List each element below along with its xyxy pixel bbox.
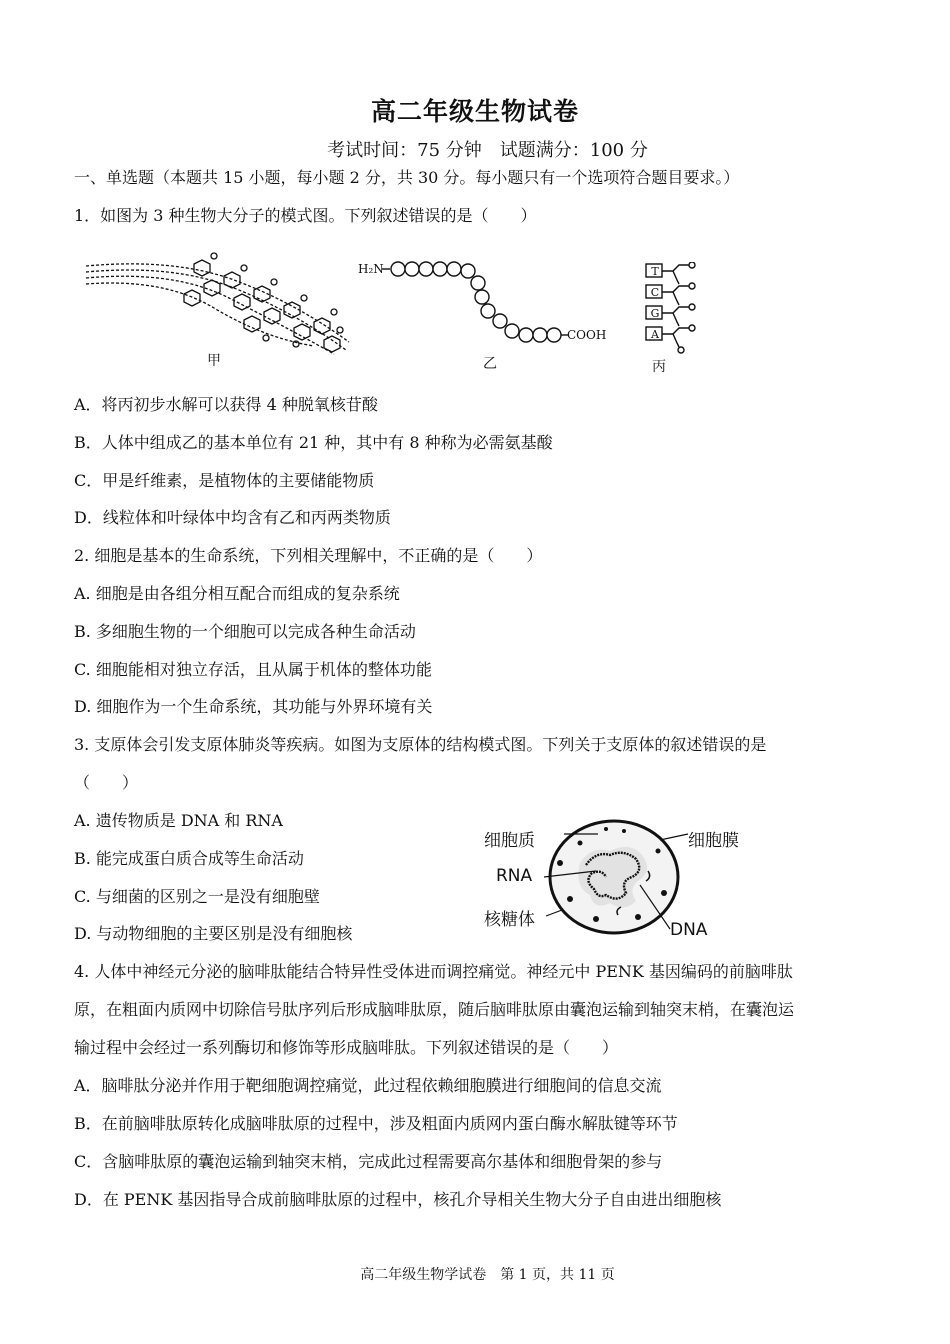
q1-stem: 1．如图为 3 种生物大分子的模式图。下列叙述错误的是（ ） [74,206,537,225]
figure-jia-polysaccharide [84,250,354,360]
section-heading: 一、单选题（本题共 15 小题，每小题 2 分，共 30 分。每小题只有一个选项符合题目要求。） [74,168,740,187]
exam-info: 考试时间：75 分钟 试题满分：100 分 [327,140,648,161]
membrane-label: 细胞膜 [688,831,739,851]
q3-option-d: D. 与动物细胞的主要区别是没有细胞核 [74,924,353,943]
q1-option-a: A．将丙初步水解可以获得 4 种脱氧核苷酸 [74,395,378,414]
q2-option-c: C. 细胞能相对独立存活，且从属于机体的整体功能 [74,660,432,679]
q4-stem-line-1: 4. 人体中神经元分泌的脑啡肽能结合特异性受体进而调控痛觉。神经元中 PENK 基因编码的前脑啡肽 [74,962,793,981]
q2-option-b: B. 多细胞生物的一个细胞可以完成各种生命活动 [74,622,416,641]
dna-label: DNA [670,920,708,940]
q2-option-d: D. 细胞作为一个生命系统，其功能与外界环境有关 [74,697,433,716]
q3-option-b: B. 能完成蛋白质合成等生命活动 [74,849,304,868]
q3-stem: 3. 支原体会引发支原体肺炎等疾病。如图为支原体的结构模式图。下列关于支原体的叙述错误的是 [74,735,767,754]
figure-jia-label: 甲 [207,353,221,369]
base-c-label: C [650,286,660,299]
page-footer: 高二年级生物学试卷 第 1 页，共 11 页 [360,1267,615,1283]
base-a-label: A [651,328,659,341]
ribosome-label: 核糖体 [484,910,535,930]
q4-option-a: A．脑啡肽分泌并作用于靶细胞调控痛觉，此过程依赖细胞膜进行细胞间的信息交流 [74,1076,662,1095]
figure-bing-label: 丙 [652,359,666,375]
base-g-label: G [650,307,660,320]
q4-option-c: C．含脑啡肽原的囊泡运输到轴突末梢，完成此过程需要高尔基体和细胞骨架的参与 [74,1152,663,1171]
page-title: 高二年级生物试卷 [370,97,579,126]
q3-stem-paren: （ ） [74,773,139,792]
q4-option-d: D．在 PENK 基因指导合成前脑啡肽原的过程中，核孔介导相关生物大分子自由进出细胞核 [74,1190,722,1209]
rna-label: RNA [496,866,533,886]
figure-yi-label: 乙 [483,356,497,372]
amino-terminus-label: H₂N [358,262,384,276]
q3-option-c: C. 与细菌的区别之一是没有细胞壁 [74,887,320,906]
base-t-label: T [651,265,659,278]
q4-stem-line-2: 原，在粗面内质网中切除信号肽序列后形成脑啡肽原，随后脑啡肽原由囊泡运输到轴突末梢，在囊泡运 [74,1000,795,1019]
q1-option-d: D．线粒体和叶绿体中均含有乙和丙两类物质 [74,508,391,527]
q2-stem: 2. 细胞是基本的生命系统，下列相关理解中，不正确的是（ ） [74,546,543,565]
q1-option-c: C．甲是纤维素，是植物体的主要储能物质 [74,471,375,490]
q2-option-a: A. 细胞是由各组分相互配合而组成的复杂系统 [74,584,400,603]
carboxyl-terminus-label: COOH [567,328,607,342]
q3-option-a: A. 遗传物质是 DNA 和 RNA [74,811,283,830]
q4-option-b: B．在前脑啡肽原转化成脑啡肽原的过程中，涉及粗面内质网内蛋白酶水解肽键等环节 [74,1114,678,1133]
cytoplasm-label: 细胞质 [484,831,535,851]
q4-stem-line-3: 输过程中会经过一系列酶切和修饰等形成脑啡肽。下列叙述错误的是（ ） [74,1038,619,1057]
q1-option-b: B．人体中组成乙的基本单位有 21 种，其中有 8 种称为必需氨基酸 [74,433,553,452]
